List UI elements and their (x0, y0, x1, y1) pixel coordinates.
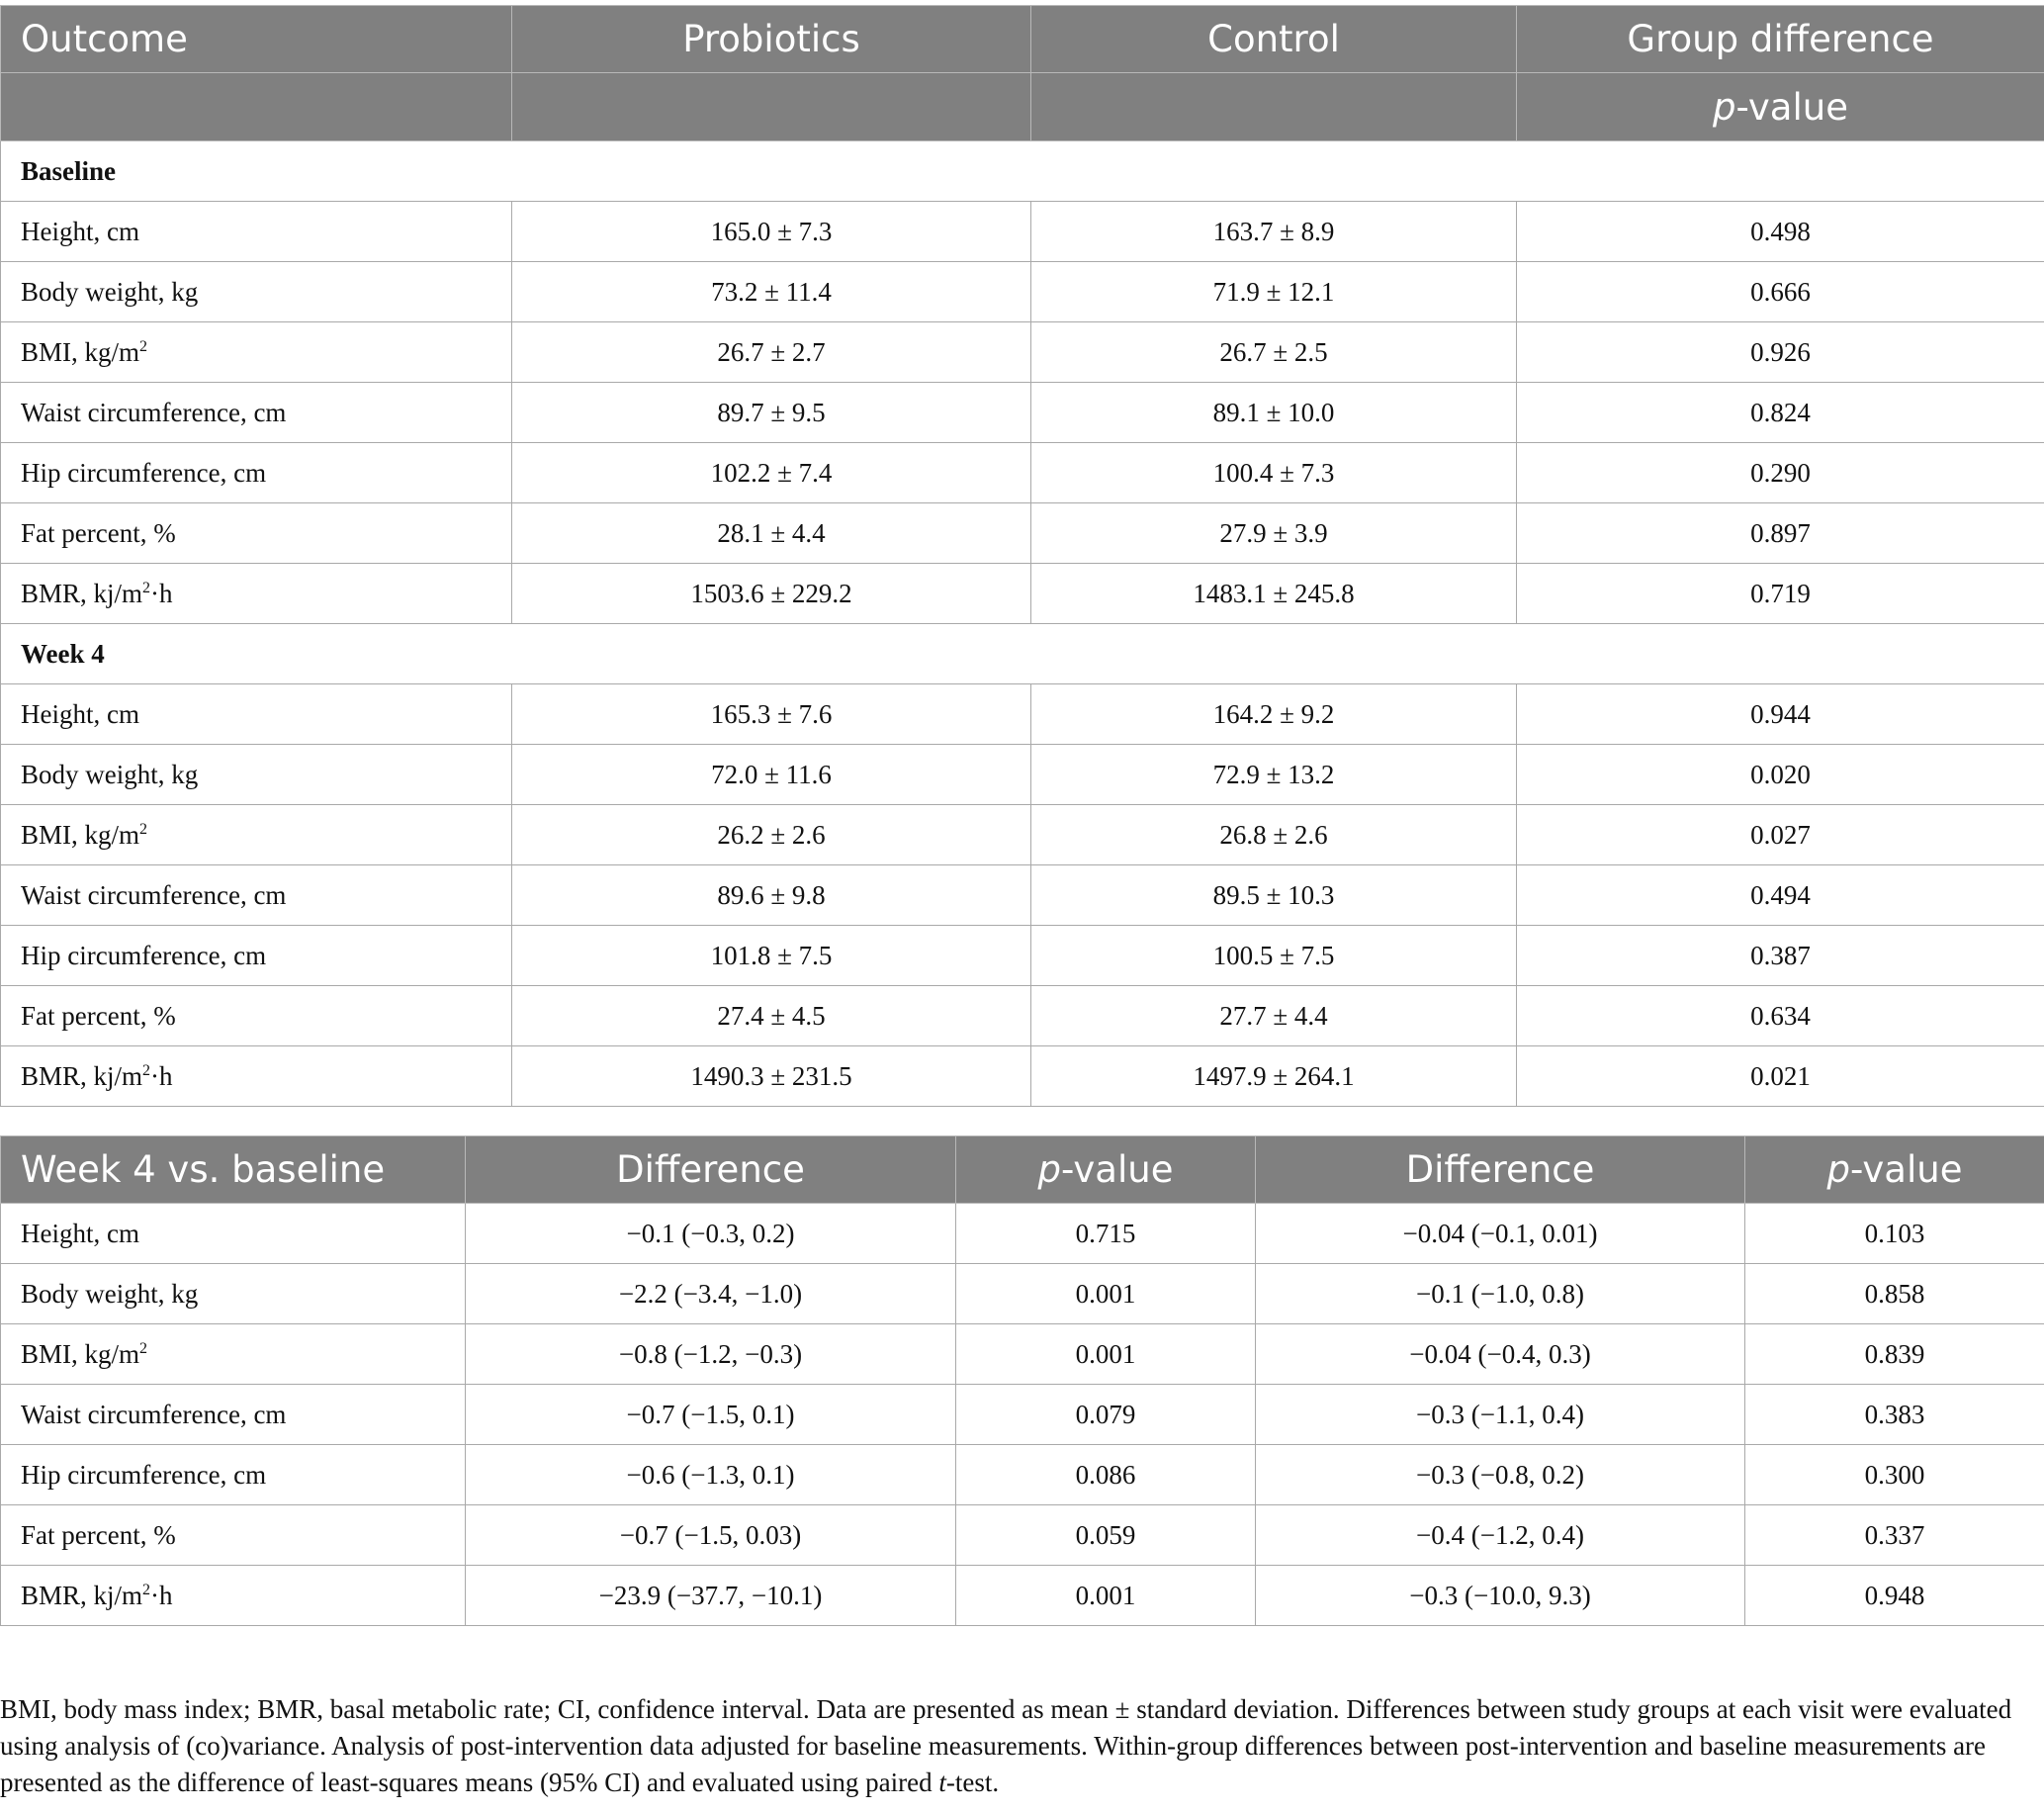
probiotics-p-value: 0.001 (956, 1566, 1256, 1626)
control-difference: −0.04 (−0.4, 0.3) (1256, 1324, 1745, 1385)
p-value: 0.666 (1517, 262, 2044, 322)
control-value: 27.7 ± 4.4 (1031, 986, 1517, 1046)
group-comparison-table (0, 5, 2044, 1107)
row-label: BMR, $kj/m^2\cdot h$ (1, 1046, 512, 1107)
probiotics-p-value: 0.715 (956, 1204, 1256, 1264)
p-value-header: p-value (1517, 73, 2044, 141)
control-value: 163.7 ± 8.9 (1031, 202, 1517, 262)
p-value: 0.020 (1517, 745, 2044, 805)
control-value: 100.5 ± 7.5 (1031, 926, 1517, 986)
section-row (1, 141, 2044, 202)
table-row (1, 926, 2044, 986)
probiotics-difference: −0.7 (−1.5, 0.03) (466, 1505, 956, 1566)
row-label: Waist circumference, cm (1, 383, 512, 443)
probiotics-difference: −0.8 (−1.2, −0.3) (466, 1324, 956, 1385)
row-label: Body weight, kg (1, 1264, 466, 1324)
probiotics-difference: −0.1 (−0.3, 0.2) (466, 1204, 956, 1264)
row-label: Body weight, kg (1, 262, 512, 322)
control-value: 1483.1 ± 245.8 (1031, 564, 1517, 624)
section-title: Baseline (1, 141, 2044, 202)
table-row (1, 1046, 2044, 1107)
control-value: 89.5 ± 10.3 (1031, 865, 1517, 926)
p-value: 0.926 (1517, 322, 2044, 383)
probiotics-p-value: 0.001 (956, 1324, 1256, 1385)
table-row (1, 322, 2044, 383)
probiotics-value: 26.2 ± 2.6 (512, 805, 1031, 865)
table-subheader-row (1, 73, 2044, 141)
probiotics-p-value: 0.086 (956, 1445, 1256, 1505)
control-p-value: 0.839 (1745, 1324, 2044, 1385)
probiotics-value: 72.0 ± 11.6 (512, 745, 1031, 805)
section-title: Week 4 (1, 624, 2044, 684)
probiotics-difference: −0.7 (−1.5, 0.1) (466, 1385, 956, 1445)
table-row (1, 202, 2044, 262)
probiotics-value: 27.4 ± 4.5 (512, 986, 1031, 1046)
table-row (1, 986, 2044, 1046)
probiotics-difference: −0.6 (−1.3, 0.1) (466, 1445, 956, 1505)
control-difference-header: Difference (1256, 1136, 1745, 1204)
probiotics-p-value-header: p-value (956, 1136, 1256, 1204)
row-label: Height, cm (1, 1204, 466, 1264)
row-label: Height, cm (1, 684, 512, 745)
section-row (1, 624, 2044, 684)
probiotics-difference: −23.9 (−37.7, −10.1) (466, 1566, 956, 1626)
control-p-value: 0.858 (1745, 1264, 2044, 1324)
results-tables (0, 5, 2044, 1626)
control-value: 1497.9 ± 264.1 (1031, 1046, 1517, 1107)
probiotics-difference: −2.2 (−3.4, −1.0) (466, 1264, 956, 1324)
row-label: BMI, $kg/m^2$ (1, 322, 512, 383)
probiotics-value: 28.1 ± 4.4 (512, 503, 1031, 564)
p-value: 0.719 (1517, 564, 2044, 624)
table-row (1, 443, 2044, 503)
table-row (1, 1324, 2044, 1385)
control-p-value: 0.383 (1745, 1385, 2044, 1445)
table-row (1, 805, 2044, 865)
probiotics-value: 1490.3 ± 231.5 (512, 1046, 1031, 1107)
p-value: 0.021 (1517, 1046, 2044, 1107)
table-footnote: BMI, body mass index; BMR, basal metabolic rate; CI, confidence interval. Data are presented as mean ± standard deviation. Differences between study groups at each visit were evaluated using analysis of (co)variance. Analysis of post-intervention data adjusted for baseline measurements. Within-group differences between post-intervention and baseline measurements are presented as the difference of least-squares means (95% CI) and evaluated using paired t-test. (0, 1694, 2012, 1797)
table-row (1, 1566, 2044, 1626)
control-header: Control (1031, 6, 1517, 73)
table-row (1, 262, 2044, 322)
control-difference: −0.3 (−1.1, 0.4) (1256, 1385, 1745, 1445)
control-value: 71.9 ± 12.1 (1031, 262, 1517, 322)
group-difference-header: Group difference (1517, 6, 2044, 73)
week4-vs-baseline-header: Week 4 vs. baseline (1, 1136, 466, 1204)
probiotics-p-value: 0.059 (956, 1505, 1256, 1566)
p-value: 0.494 (1517, 865, 2044, 926)
control-value: 164.2 ± 9.2 (1031, 684, 1517, 745)
control-difference: −0.4 (−1.2, 0.4) (1256, 1505, 1745, 1566)
control-p-value: 0.337 (1745, 1505, 2044, 1566)
empty-header-cell (1031, 73, 1517, 141)
control-p-value: 0.103 (1745, 1204, 2044, 1264)
p-value: 0.634 (1517, 986, 2044, 1046)
probiotics-value: 89.7 ± 9.5 (512, 383, 1031, 443)
within-group-table (0, 1135, 2044, 1626)
within-group-body (1, 1204, 2044, 1626)
table-row (1, 1385, 2044, 1445)
control-p-value: 0.948 (1745, 1566, 2044, 1626)
p-value: 0.027 (1517, 805, 2044, 865)
p-value: 0.290 (1517, 443, 2044, 503)
control-p-value-header: p-value (1745, 1136, 2044, 1204)
table-row (1, 383, 2044, 443)
p-value: 0.387 (1517, 926, 2044, 986)
control-value: 27.9 ± 3.9 (1031, 503, 1517, 564)
table-row (1, 1204, 2044, 1264)
probiotics-p-value: 0.001 (956, 1264, 1256, 1324)
table-row (1, 865, 2044, 926)
row-label: Body weight, kg (1, 745, 512, 805)
row-label: BMR, $kj/m^2\cdot h$ (1, 1566, 466, 1626)
table-row (1, 1264, 2044, 1324)
control-value: 26.7 ± 2.5 (1031, 322, 1517, 383)
p-value: 0.944 (1517, 684, 2044, 745)
probiotics-difference-header: Difference (466, 1136, 956, 1204)
row-label: Hip circumference, cm (1, 443, 512, 503)
control-difference: −0.1 (−1.0, 0.8) (1256, 1264, 1745, 1324)
control-value: 26.8 ± 2.6 (1031, 805, 1517, 865)
probiotics-value: 89.6 ± 9.8 (512, 865, 1031, 926)
control-difference: −0.04 (−0.1, 0.01) (1256, 1204, 1745, 1264)
probiotics-value: 102.2 ± 7.4 (512, 443, 1031, 503)
probiotics-value: 1503.6 ± 229.2 (512, 564, 1031, 624)
table-row (1, 745, 2044, 805)
probiotics-value: 101.8 ± 7.5 (512, 926, 1031, 986)
table-row (1, 564, 2044, 624)
empty-header-cell (1, 73, 512, 141)
row-label: Fat percent, % (1, 1505, 466, 1566)
table-row (1, 503, 2044, 564)
row-label: Hip circumference, cm (1, 926, 512, 986)
row-label: Fat percent, % (1, 986, 512, 1046)
probiotics-p-value: 0.079 (956, 1385, 1256, 1445)
table-header-row (1, 1136, 2044, 1204)
row-label: BMR, $kj/m^2\cdot h$ (1, 564, 512, 624)
table-row (1, 1505, 2044, 1566)
control-value: 89.1 ± 10.0 (1031, 383, 1517, 443)
p-value: 0.824 (1517, 383, 2044, 443)
row-label: Waist circumference, cm (1, 865, 512, 926)
table-row (1, 1445, 2044, 1505)
control-value: 100.4 ± 7.3 (1031, 443, 1517, 503)
row-label: BMI, $kg/m^2$ (1, 1324, 466, 1385)
row-label: Fat percent, % (1, 503, 512, 564)
probiotics-value: 26.7 ± 2.7 (512, 322, 1031, 383)
table-header-row (1, 6, 2044, 73)
row-label: BMI, $kg/m^2$ (1, 805, 512, 865)
probiotics-value: 165.0 ± 7.3 (512, 202, 1031, 262)
table-row (1, 684, 2044, 745)
row-label: Height, cm (1, 202, 512, 262)
control-value: 72.9 ± 13.2 (1031, 745, 1517, 805)
row-label: Hip circumference, cm (1, 1445, 466, 1505)
empty-header-cell (512, 73, 1031, 141)
control-p-value: 0.300 (1745, 1445, 2044, 1505)
probiotics-value: 73.2 ± 11.4 (512, 262, 1031, 322)
probiotics-header: Probiotics (512, 6, 1031, 73)
row-label: Waist circumference, cm (1, 1385, 466, 1445)
probiotics-value: 165.3 ± 7.6 (512, 684, 1031, 745)
p-value: 0.498 (1517, 202, 2044, 262)
group-comparison-body (1, 141, 2044, 1107)
control-difference: −0.3 (−10.0, 9.3) (1256, 1566, 1745, 1626)
p-value: 0.897 (1517, 503, 2044, 564)
control-difference: −0.3 (−0.8, 0.2) (1256, 1445, 1745, 1505)
outcome-header: Outcome (1, 6, 512, 73)
